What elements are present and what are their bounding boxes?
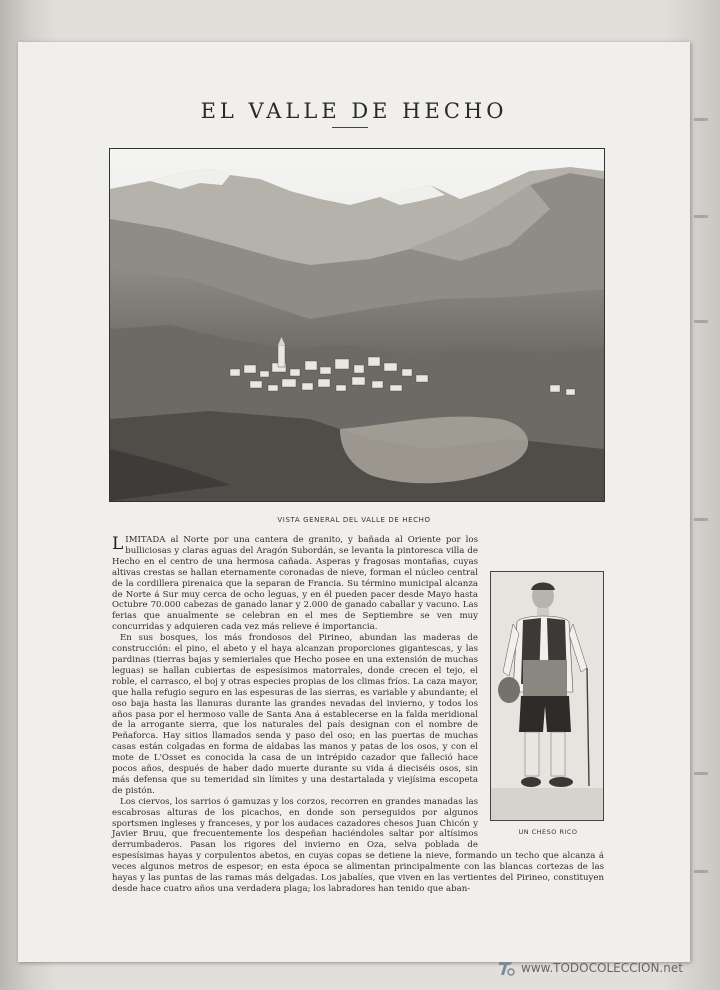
portrait-caption: UN CHESO RICO (518, 828, 578, 836)
paragraph-1-text: IMITADA al Norte por una cantera de granito, y bañada al Oriente por los bulliciosas y claras aguas del Aragón Subordán, se levanta la pintoresca villa de Hecho en el centro de una hermosa cañada. Asperas y fragosas montañas, cuyas altivas crestas se hallan eternamente coronadas de nieve, forman el núcleo central de la cordillera pirenaica que la separan de Francia. Su término municipal alcanza de Norte á Sur muy cerca de ocho leguas, y en él pueden pacer desde Mayo hasta Octubre 70.000 cabezas de ganado lanar y 2.000 de ganado caballar y vacuno. Las ferias que anualmente se celebran en el mes de Septiembre se ven muy concurridas y adquieren cada vez más relieve é importancia. (112, 535, 478, 633)
photo-caption: VISTA GENERAL DEL VALLE DE HECHO (277, 516, 431, 524)
todocoleccion-logo-icon (496, 958, 516, 978)
watermark (496, 958, 683, 978)
binding-mark (694, 772, 708, 775)
binding-mark (694, 215, 708, 218)
title-rule (332, 127, 368, 128)
watermark-text: www.TODOCOLECCION.net (521, 961, 683, 975)
article-body (112, 535, 604, 895)
valley-landscape-image (110, 149, 604, 501)
cheso-portrait (490, 571, 604, 821)
magazine-page (18, 42, 690, 962)
drop-cap: L (112, 534, 124, 554)
valley-photo (109, 148, 605, 502)
binding-mark (694, 118, 708, 121)
binding-mark (694, 870, 708, 873)
paragraph-2: En sus bosques, los más frondosos del Pirineo, abundan las maderas de construcción: el pino, el abeto y el haya alcanzan proporciones gigantescas, y las pardinas (tierras bajas y semieriales que Hecho posee en una extensión de muchas leguas) se hallan cubiertas de espesísimos matorrales, donde crecen el tejo, el roble, el carrasco, el boj y otras especies propias de los climas fríos. La caza mayor, que halla refugio seguro en las espesuras de las sierras, es variable y abundante; el oso baja hasta las llanuras durante las grandes nevadas del invierno, y todos los años pasa por el hermoso valle de Santa Ana á establecerse en la falda meridional de la arrogante sierra, que los naturales del país designan con el nombre de Peñaforca. Hay sitios llamados senda y paso del oso; en las puertas de muchas casas están colgadas en forma de aldabas las manos y patas de los osos, y con el mote de L'Osset es conocida la casa de un intrépido cazador que falleció hace pocos años, después de haber dado muerte durante su vida á dieciséis osos, sin más defensa que su temeridad sin límites y una destartalada y viejísima escopeta de pistón. (112, 633, 478, 796)
article-title: EL VALLE DE HECHO (200, 99, 508, 123)
binding-mark (694, 320, 708, 323)
binding-mark (694, 518, 708, 521)
portrait-figure (486, 571, 604, 839)
cheso-man-image (491, 572, 603, 820)
paragraph-3: Los ciervos, los sarrios ó gamuzas y los corzos, recorren en grandes manadas las escabrosas alturas de los picachos, en donde son perseguidos por algunos sportsmen ingleses y franceses, y por los audaces cazadores chesos Juan Chicón y Javier Bruu, que frecuentemente los despeñan haciéndoles saltar por altísimos derrumbaderos. Pasan los rigores del invierno en Oza, selva poblada de espesísimas hayas y corpulentos abetos, en cuyas copas se detiene la nieve, formando un techo que alcanza á veces algunos metros de espesor; en esta época se alimentan principalmente con las blancas cortezas de las hayas y las puntas de las ramas más delgadas. Los jabalíes, que viven en las vertientes del Pirineo, constituyen desde hace cuatro años una verdadera plaga; los labradores han tenido que aban- (112, 796, 604, 894)
